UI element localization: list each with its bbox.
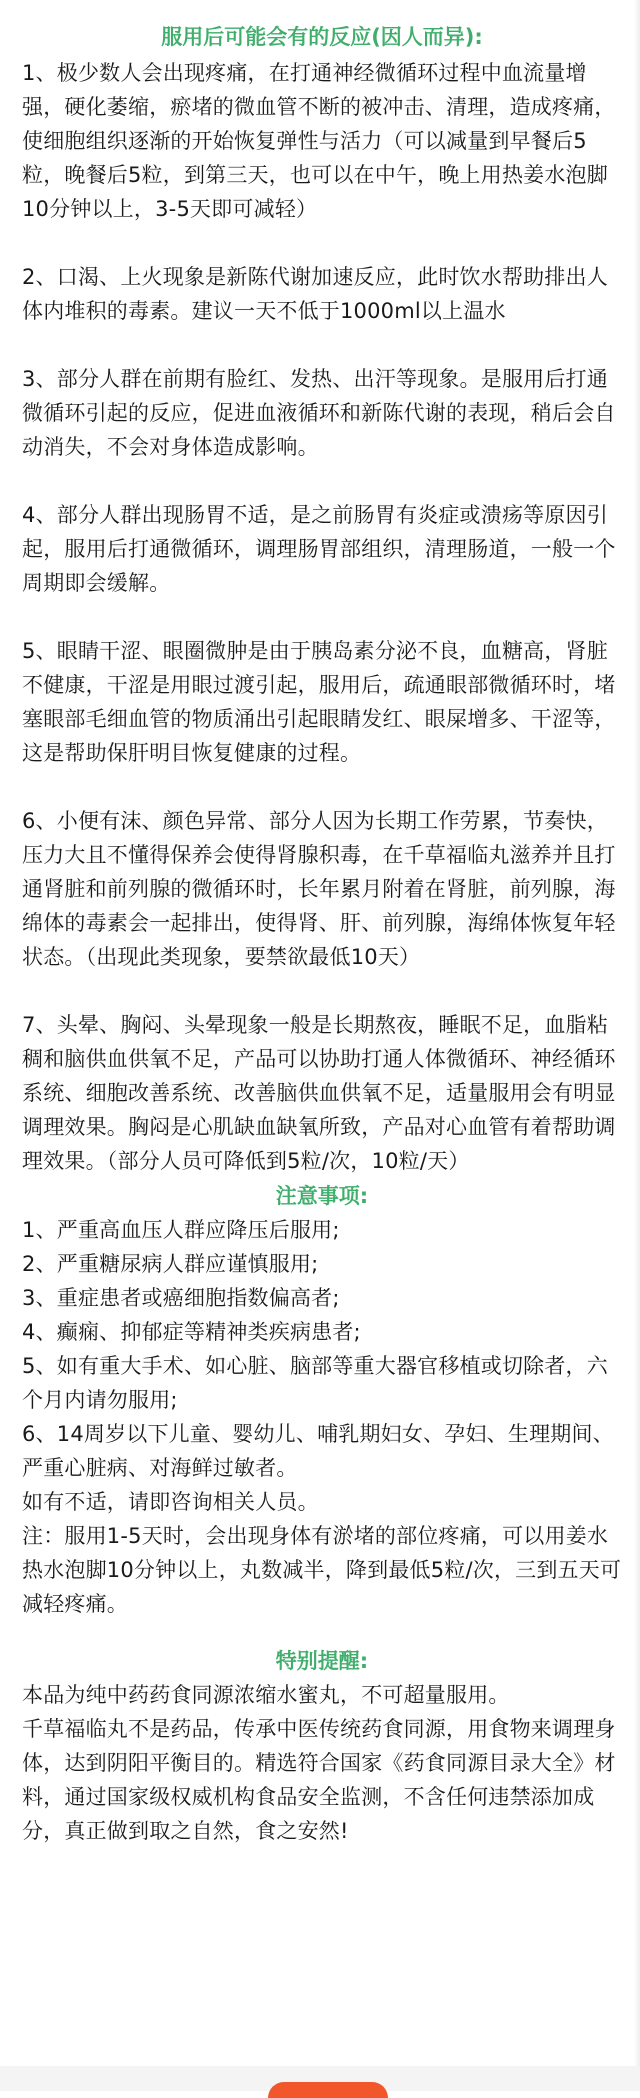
reminder-heading: 特别提醒: [275, 1649, 369, 1673]
spacer [22, 328, 622, 362]
spacer [22, 974, 622, 1008]
precaution-item-4: 4、癫痫、抑郁症等精神类疾病患者; [22, 1320, 361, 1344]
precaution-item-1: 1、严重高血压人群应降压后服用; [22, 1218, 340, 1242]
reaction-item-4: 4、部分人群出现肠胃不适，是之前肠胃有炎症或溃疡等原因引起，服用后打通微循环，调理肠胃部组织，清理肠道，一般一个周期即会缓解。 [22, 503, 616, 595]
reaction-item-3: 3、部分人群在前期有脸红、发热、出汗等现象。是服用后打通微循环引起的反应，促进血液循环和新陈代谢的表现，稍后会自动消失，不会对身体造成影响。 [22, 367, 616, 459]
precaution-item-3: 3、重症患者或癌细胞指数偏高者; [22, 1286, 340, 1310]
spacer [22, 226, 622, 260]
bottom-orange-tab [268, 2082, 388, 2098]
reaction-item-5b: 不健康，干涩是用眼过渡引起，服用后，疏通眼部微循环时，堵塞眼部毛细血管的物质涌出引起眼睛发红、眼屎增多、干涩等，这是帮助保肝明目恢复健康的过程。 [22, 673, 616, 765]
reaction-item-5a: 5、眼睛干涩、眼圈微肿是由于胰岛素分泌不良，血糖高，肾脏 [22, 639, 608, 663]
precautions-heading: 注意事项: [275, 1184, 369, 1208]
reaction-item-7: 7、头晕、胸闷、头晕现象一般是长期熬夜，睡眠不足，血脂粘稠和脑供血供氧不足，产品可以协助打通人体微循环、神经循环系统、细胞改善系统、改善脑供血供氧不足，适量服用会有明显调理效果。胸闷是心肌缺血缺氧所致，产品对心血管有着帮助调理效果。（部分人员可降低到5粒/次，10粒/天） [22, 1013, 616, 1173]
consult-note: 如有不适，请即咨询相关人员。 [22, 1490, 319, 1514]
reaction-item-6: 6、小便有沫、颜色异常、部分人因为长期工作劳累，节奏快，压力大且不懂得保养会使得肾腺积毒，在千草福临丸滋养并且打通肾脏和前列腺的微循环时，长年累月附着在肾脏，前列腺，海绵体的毒素会一起排出，使得肾、肝、前列腺，海绵体恢复年轻状态。（出现此类现象，要禁欲最低10天） [22, 809, 616, 969]
reaction-item-2: 2、口渴、上火现象是新陈代谢加速反应，此时饮水帮助排出人体内堆积的毒素。建议一天不低于1000ml以上温水 [22, 265, 608, 323]
precaution-item-2: 2、严重糖尿病人群应谨慎服用; [22, 1252, 319, 1276]
precaution-item-6: 6、14周岁以下儿童、婴幼儿、哺乳期妇女、孕妇、生理期间、严重心脏病、对海鲜过敏者。 [22, 1422, 614, 1480]
precaution-item-5: 5、如有重大手术、如心脏、脑部等重大器官移植或切除者，六个月内请勿服用; [22, 1354, 608, 1412]
dosage-note: 注：服用1-5天时，会出现身体有淤堵的部位疼痛，可以用姜水热水泡脚10分钟以上，丸数减半，降到最低5粒/次，三到五天可减轻疼痛。 [22, 1524, 622, 1616]
reminder-item-2: 千草福临丸不是药品，传承中医传统药食同源，用食物来调理身体，达到阴阳平衡目的。精选符合国家《药食同源目录大全》材料，通过国家级权威机构食品安全监测，不含任何违禁添加成分，真正做到取之自然，食之安然! [22, 1717, 616, 1843]
reactions-heading: 服用后可能会有的反应(因人而异): [161, 25, 483, 49]
spacer [22, 600, 622, 634]
spacer [22, 464, 622, 498]
reminder-item-1: 本品为纯中药药食同源浓缩水蜜丸，不可超量服用。 [22, 1683, 510, 1707]
spacer [22, 770, 622, 804]
page-edge-shadow [634, 0, 640, 2091]
reaction-item-1: 1、极少数人会出现疼痛，在打通神经微循环过程中血流量增强，硬化萎缩，瘀堵的微血管不断的被冲击、清理，造成疼痛，使细胞组织逐渐的开始恢复弹性与活力（可以减量到早餐后5粒，晚餐后5粒，到第三天，也可以在中午，晚上用热姜水泡脚10分钟以上，3-5天即可减轻） [22, 61, 616, 221]
